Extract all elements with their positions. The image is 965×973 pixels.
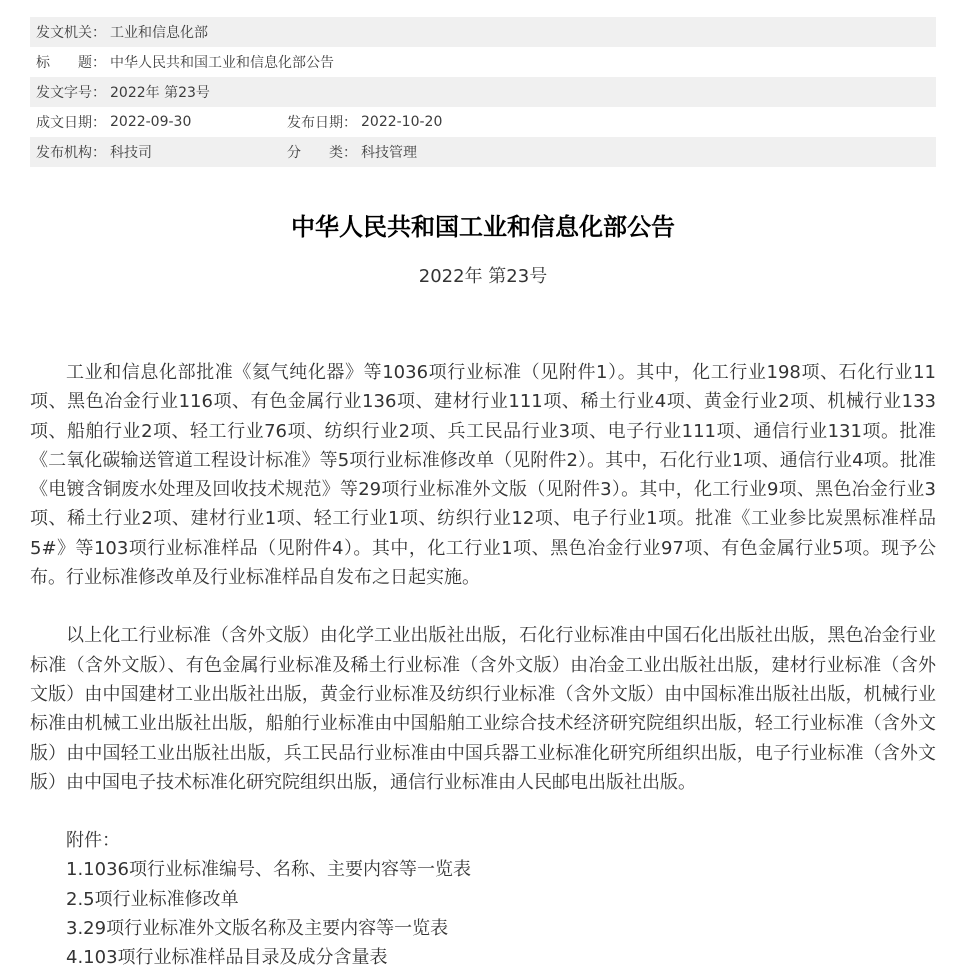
meta-cell-publish-date (287, 112, 442, 132)
attachments-heading: 附件： (66, 830, 120, 852)
publish-org-value: 科技司 (110, 145, 152, 161)
meta-cell (36, 52, 334, 72)
written-date-value: 2022-09-30 (110, 114, 192, 130)
category-value: 科技管理 (361, 145, 417, 161)
issuing-agency-value: 工业和信息化部 (110, 25, 208, 41)
attachment-item-2: 2.5项行业标准修改单 (66, 888, 239, 910)
page-title: 中华人民共和国工业和信息化部公告 (291, 213, 675, 241)
doc-number-value: 2022年 第23号 (110, 85, 210, 101)
publish-date-label: 发布日期： (287, 115, 357, 131)
doc-number-label: 发文字号： (36, 85, 106, 101)
meta-row-title (30, 47, 936, 77)
meta-cell (36, 22, 208, 42)
body-paragraph-2: 以上化工行业标准（含外文版）由化学工业出版社出版，石化行业标准由中国石化出版社出版，黑色冶金行业标准（含外文版）、有色金属行业标准及稀土行业标准（含外文版）由冶金工业出版社出版，建材行业标准（含外文版）由中国建材工业出版社出版，黄金行业标准及纺织行业标准（含外文版）由中国标准出版社出版，机械行业标准由机械工业出版社出版，船舶行业标准由中国船舶工业综合技术经济研究院组织出版，轻工行业标准（含外文版）由中国轻工业出版社出版，兵工民品行业标准由中国兵器工业标准化研究所组织出版，电子行业标准（含外文版）由中国电子技术标准化研究院组织出版，通信行业标准由人民邮电出版社出版。 (30, 625, 936, 793)
attachment-item-4: 4.103项行业标准样品目录及成分含量表 (66, 947, 388, 969)
document-body (30, 358, 936, 973)
page-subtitle: 2022年 第23号 (418, 266, 548, 287)
category-label: 分 类： (287, 145, 357, 161)
body-paragraph-1: 工业和信息化部批准《氦气纯化器》等1036项行业标准（见附件1）。其中，化工行业198项、石化行业11项、黑色冶金行业116项、有色金属行业136项、建材行业111项、稀土行业4项、黄金行业2项、机械行业133项、船舶行业2项、轻工行业76项、纺织行业2项、兵工民品行业3项、电子行业111项、通信行业131项。批准《二氧化碳输送管道工程设计标准》等5项行业标准修改单（见附件2）。其中，石化行业1项、通信行业4项。批准《电镀含铜废水处理及回收技术规范》等29项行业标准外文版（见附件3）。其中，化工行业9项、黑色冶金行业3项、稀土行业2项、建材行业1项、轻工行业1项、纺织行业12项、电子行业1项。批准《工业参比炭黑标准样品 5#》等103项行业标准样品（见附件4）。其中，化工行业1项、黑色冶金行业97项、有色金属行业5项。现予公布。行业标准修改单及行业标准样品自发布之日起实施。 (30, 362, 936, 589)
meta-row-doc-number (30, 77, 936, 107)
meta-row-issuing-agency (30, 17, 936, 47)
attachments-section (30, 826, 936, 972)
meta-cell (36, 82, 210, 102)
announcement-page (0, 17, 965, 969)
meta-cell-written-date (36, 112, 287, 132)
attachment-item-1: 1.1036项行业标准编号、名称、主要内容等一览表 (66, 859, 471, 881)
document-meta-table (30, 17, 936, 167)
meta-cell-publish-org (36, 142, 287, 162)
meta-row-org-category (30, 137, 936, 167)
publish-org-label: 发布机构： (36, 145, 106, 161)
meta-row-dates (30, 107, 936, 137)
issuing-agency-label: 发文机关： (36, 25, 106, 41)
title-label: 标 题： (36, 55, 106, 71)
publish-date-value: 2022-10-20 (361, 114, 443, 130)
attachment-item-3: 3.29项行业标准外文版名称及主要内容等一览表 (66, 918, 449, 940)
written-date-label: 成文日期： (36, 115, 106, 131)
meta-cell-category (287, 142, 417, 162)
title-value: 中华人民共和国工业和信息化部公告 (110, 55, 334, 71)
